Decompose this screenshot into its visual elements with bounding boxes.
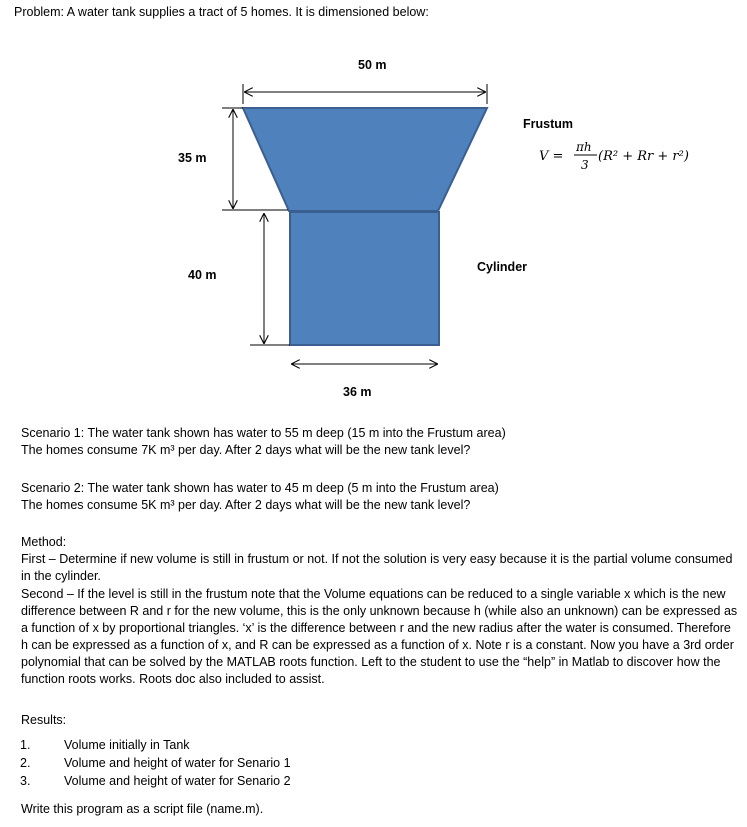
list-item: 1. Volume initially in Tank <box>20 738 190 752</box>
svg-text:3: 3 <box>581 158 589 172</box>
frustum-shape <box>243 108 487 211</box>
svg-text:πh: πh <box>576 140 592 154</box>
cylinder-shape <box>290 212 439 345</box>
list-item: 2. Volume and height of water for Senario 1 <box>20 756 291 770</box>
results-heading: Results: <box>21 713 67 727</box>
cylinder-label: Cylinder <box>477 260 528 274</box>
method-heading: Method: <box>21 535 67 549</box>
scenario-1-line-2: The homes consume 7K m³ per day. After 2 days what will be the new tank level? <box>21 443 471 457</box>
frustum-volume-formula <box>539 140 689 172</box>
footer-instruction: Write this program as a script file (name.m). <box>21 802 264 816</box>
method-first: First – Determine if new volume is still in frustum or not. If not the solution is very easy because it is the partial volume consumed in the cylinder. <box>21 552 733 583</box>
cylinder-width-label: 36 m <box>343 385 372 399</box>
svg-text:(R² + Rr + r²): (R² + Rr + r²) <box>598 149 689 164</box>
top-width-label: 50 m <box>358 58 387 72</box>
results-list <box>20 736 291 790</box>
cylinder-height-label: 40 m <box>188 268 217 282</box>
scenario-1-line-1: Scenario 1: The water tank shown has water to 55 m deep (15 m into the Frustum area) <box>21 426 506 440</box>
problem-statement: Problem: A water tank supplies a tract of 5 homes. It is dimensioned below: <box>14 5 429 19</box>
svg-text:V =: V = <box>539 149 564 164</box>
list-item: 3. Volume and height of water for Senario 2 <box>20 774 291 788</box>
scenario-2-line-1: Scenario 2: The water tank shown has water to 45 m deep (5 m into the Frustum area) <box>21 481 499 495</box>
method-second: Second – If the level is still in the frustum note that the Volume equations can be reduced to a single variable x which is the new difference between R and r for the new volume, this is the only unknown because h (while also an unknown) can be expressed as a function of x by proportional triangles. ‘x’ is the difference between r and the new radius after the water is consumed. Therefore h can be expressed as a function of x, and R can be expressed as a function of x. Note r is a constant. Now you have a 3rd order polynomial that can be solved by the MATLAB roots function. Left to the student to use the “help” in Matlab to discover how the function roots works. Roots doc also included to assist. <box>21 587 738 686</box>
scenario-2-line-2: The homes consume 5K m³ per day. After 2 days what will be the new tank level? <box>21 498 471 512</box>
frustum-label: Frustum <box>523 117 573 131</box>
frustum-height-label: 35 m <box>178 151 207 165</box>
